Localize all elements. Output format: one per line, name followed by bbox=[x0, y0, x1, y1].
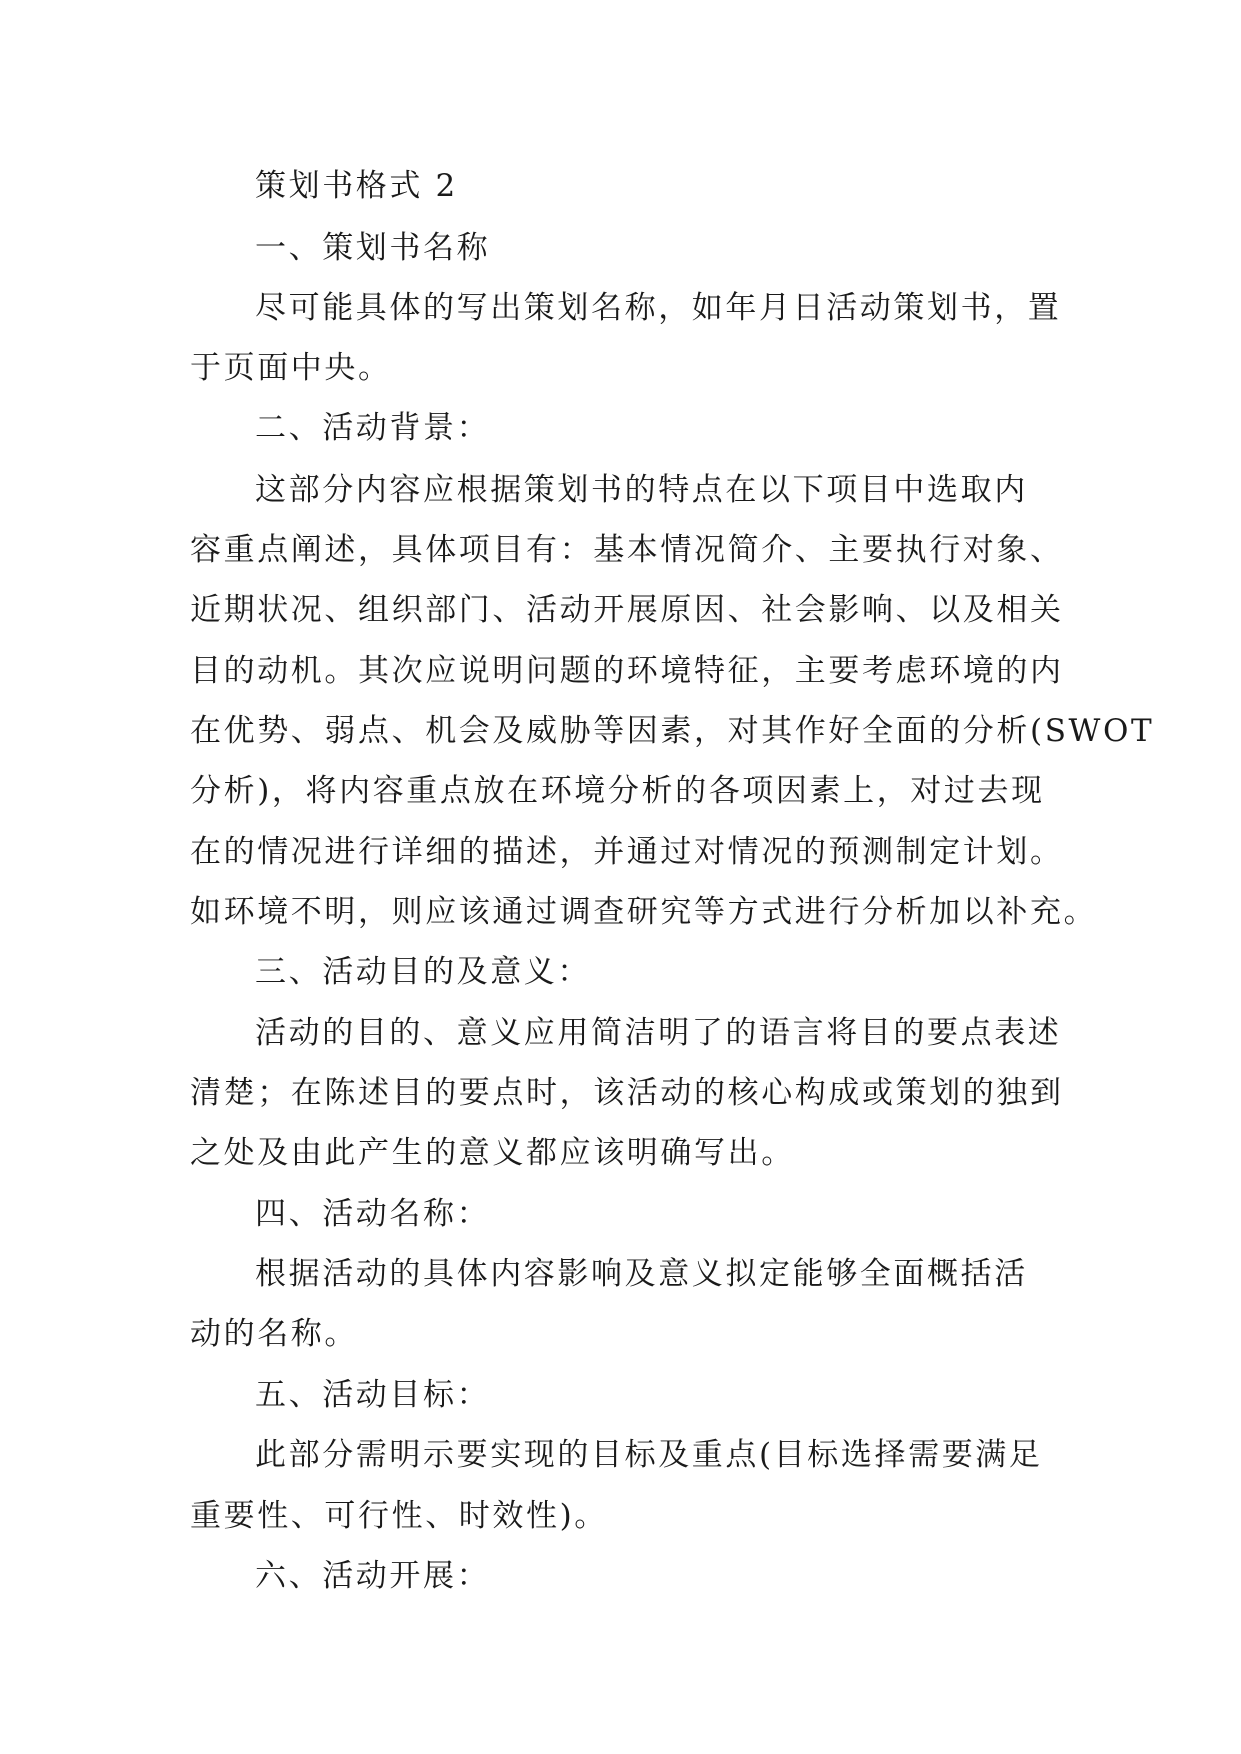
section-heading: 四、活动名称： bbox=[255, 1196, 491, 1232]
section-heading: 一、策划书名称 bbox=[255, 230, 491, 266]
paragraph-line: 重要性、可行性、时效性)。 bbox=[190, 1498, 608, 1534]
section-heading: 五、活动目标： bbox=[255, 1377, 491, 1413]
paragraph-line: 分析)，将内容重点放在环境分析的各项因素上，对过去现 bbox=[190, 773, 1045, 809]
paragraph-line: 如环境不明，则应该通过调查研究等方式进行分析加以补充。 bbox=[190, 894, 1098, 930]
doc-heading: 策划书格式 2 bbox=[255, 168, 458, 204]
paragraph-line: 此部分需明示要实现的目标及重点(目标选择需要满足 bbox=[255, 1437, 1043, 1473]
paragraph-line: 于页面中央。 bbox=[190, 350, 392, 386]
paragraph-line: 容重点阐述，具体项目有：基本情况简介、主要执行对象、 bbox=[190, 532, 1064, 568]
paragraph-line: 目的动机。其次应说明问题的环境特征，主要考虑环境的内 bbox=[190, 653, 1064, 689]
paragraph-line: 动的名称。 bbox=[190, 1316, 358, 1352]
paragraph-line: 活动的目的、意义应用简洁明了的语言将目的要点表述 bbox=[255, 1015, 1062, 1051]
paragraph-line: 这部分内容应根据策划书的特点在以下项目中选取内 bbox=[255, 472, 1028, 508]
paragraph-line: 清楚；在陈述目的要点时，该活动的核心构成或策划的独到 bbox=[190, 1075, 1064, 1111]
section-heading: 六、活动开展： bbox=[255, 1558, 491, 1594]
paragraph-line: 在优势、弱点、机会及威胁等因素，对其作好全面的分析(SWOT bbox=[190, 713, 1155, 749]
paragraph-line: 在的情况进行详细的描述，并通过对情况的预测制定计划。 bbox=[190, 834, 1064, 870]
paragraph-line: 近期状况、组织部门、活动开展原因、社会影响、以及相关 bbox=[190, 592, 1064, 628]
paragraph-line: 之处及由此产生的意义都应该明确写出。 bbox=[190, 1135, 795, 1171]
paragraph-line: 尽可能具体的写出策划名称，如年月日活动策划书，置 bbox=[255, 290, 1062, 326]
section-heading: 二、活动背景： bbox=[255, 410, 491, 446]
paragraph-line: 根据活动的具体内容影响及意义拟定能够全面概括活 bbox=[255, 1256, 1028, 1292]
section-heading: 三、活动目的及意义： bbox=[255, 954, 591, 990]
